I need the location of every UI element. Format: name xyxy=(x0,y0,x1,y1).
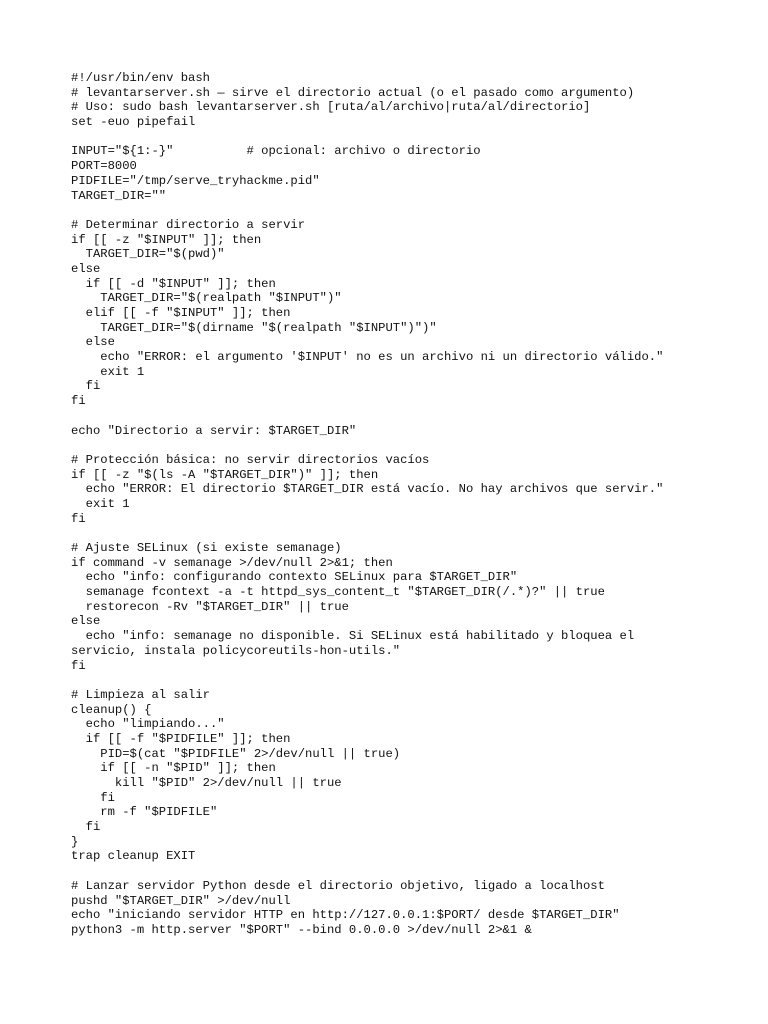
code-line: if [[ -n "$PID" ]]; then xyxy=(71,761,276,776)
code-line: exit 1 xyxy=(71,364,145,379)
code-line: semanage fcontext -a -t httpd_sys_content_t "$TARGET_DIR(/.*)?" || true xyxy=(71,585,605,600)
code-line: echo "Directorio a servir: $TARGET_DIR" xyxy=(71,423,357,438)
code-line: if [[ -d "$INPUT" ]]; then xyxy=(71,276,276,291)
code-line: elif [[ -f "$INPUT" ]]; then xyxy=(71,306,291,320)
code-line: # Ajuste SELinux (si existe semanage) xyxy=(71,541,342,555)
code-line: TARGET_DIR="" xyxy=(71,188,167,203)
code-line: # Determinar directorio a servir xyxy=(71,217,306,232)
code-line xyxy=(71,526,663,541)
code-line xyxy=(71,409,663,424)
code-line: # Protección básica: no servir directorios vacíos xyxy=(71,452,430,467)
code-line: servicio, instala policycoreutils-hon-utils." xyxy=(71,643,401,658)
code-line: rm -f "$PIDFILE" xyxy=(71,805,218,820)
code-line: echo "ERROR: El directorio $TARGET_DIR está vacío. No hay archivos que servir." xyxy=(71,482,664,497)
code-line: cleanup() { xyxy=(71,702,152,717)
code-line: # levantarserver.sh — sirve el directorio actual (o el pasado como argumento) xyxy=(71,85,635,100)
code-line: else xyxy=(71,614,101,629)
code-line xyxy=(71,673,663,688)
code-line xyxy=(71,864,663,879)
code-line: # Limpieza al salir xyxy=(71,687,210,702)
code-line: else xyxy=(71,261,101,276)
code-line xyxy=(71,203,663,218)
code-line: exit 1 xyxy=(71,496,130,511)
code-line: TARGET_DIR="$(dirname "$(realpath "$INPUT")")" xyxy=(71,320,437,335)
code-line: fi xyxy=(71,394,86,409)
code-line: if command -v semanage >/dev/null 2>&1; then xyxy=(71,555,393,570)
code-line: set -euo pipefail xyxy=(71,115,196,130)
code-line: fi xyxy=(71,658,86,673)
code-line: PID=$(cat "$PIDFILE" 2>/dev/null || true) xyxy=(71,746,401,761)
code-line: } xyxy=(71,834,79,849)
code-line: kill "$PID" 2>/dev/null || true xyxy=(71,776,342,790)
code-line: TARGET_DIR="$(pwd)" xyxy=(71,247,225,262)
code-line: PORT=8000 xyxy=(71,159,137,174)
code-line xyxy=(71,438,663,453)
code-line: fi xyxy=(71,379,101,394)
code-line: TARGET_DIR="$(realpath "$INPUT")" xyxy=(71,291,342,306)
code-line: restorecon -Rv "$TARGET_DIR" || true xyxy=(71,599,349,614)
code-line: echo "info: semanage no disponible. Si SELinux está habilitado y bloquea el xyxy=(71,629,635,644)
code-line: fi xyxy=(71,790,115,805)
code-line xyxy=(71,130,663,145)
code-line: fi xyxy=(71,511,86,526)
code-line: # Lanzar servidor Python desde el directorio objetivo, ligado a localhost xyxy=(71,878,605,893)
code-line: pushd "$TARGET_DIR" >/dev/null xyxy=(71,893,291,908)
code-line: python3 -m http.server "$PORT" --bind 0.0.0.0 >/dev/null 2>&1 & xyxy=(71,922,532,937)
code-line: fi xyxy=(71,820,101,835)
code-line: if [[ -f "$PIDFILE" ]]; then xyxy=(71,731,291,746)
code-line: #!/usr/bin/env bash xyxy=(71,71,210,85)
code-line: if [[ -z "$INPUT" ]]; then xyxy=(71,232,262,247)
code-line: trap cleanup EXIT xyxy=(71,849,196,864)
code-line: echo "iniciando servidor HTTP en http://127.0.0.1:$PORT/ desde $TARGET_DIR" xyxy=(71,908,620,923)
code-line: else xyxy=(71,335,115,350)
code-line: if [[ -z "$(ls -A "$TARGET_DIR")" ]]; then xyxy=(71,467,379,482)
code-line: INPUT="${1:-}" # opcional: archivo o directorio xyxy=(71,144,481,159)
code-line: echo "info: configurando contexto SELinux para $TARGET_DIR" xyxy=(71,570,518,585)
code-line: echo "limpiando..." xyxy=(71,717,225,732)
code-line: echo "ERROR: el argumento '$INPUT' no es un archivo ni un directorio válido." xyxy=(71,350,664,365)
code-block xyxy=(71,71,663,938)
code-line: # Uso: sudo bash levantarserver.sh [ruta/al/archivo|ruta/al/directorio] xyxy=(71,100,591,115)
code-line: PIDFILE="/tmp/serve_tryhackme.pid" xyxy=(71,173,320,188)
